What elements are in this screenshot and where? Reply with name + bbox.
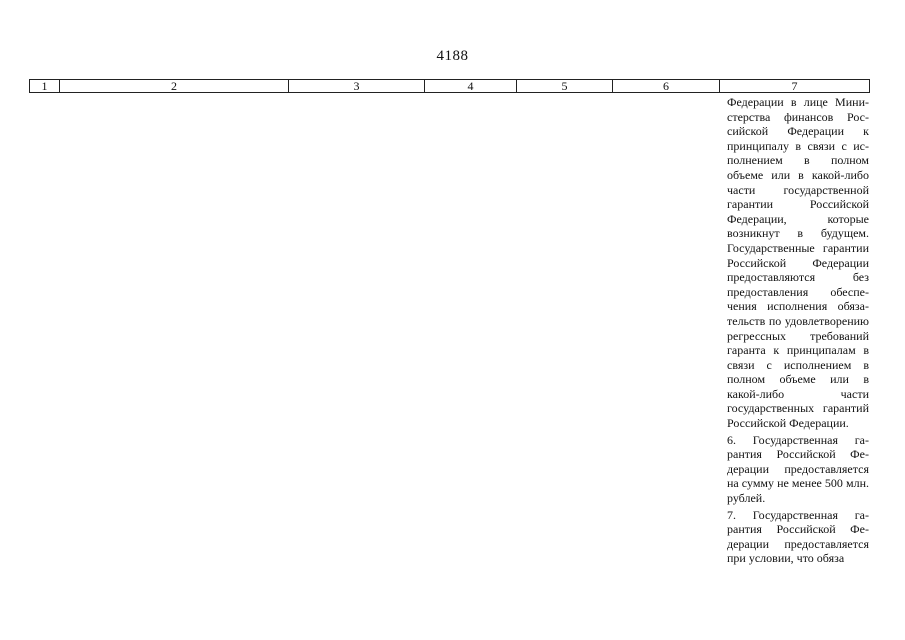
column-header-6: 6 bbox=[613, 80, 720, 92]
page-number: 4188 bbox=[436, 48, 469, 64]
column-header-3: 3 bbox=[289, 80, 425, 92]
column-header-2: 2 bbox=[60, 80, 289, 92]
paragraph-item-6: 6. Государственная гарантия Российской Федерации предоставляется на сумму не менее 500 млн. рублей. bbox=[727, 432, 869, 506]
column-7-text bbox=[727, 95, 869, 566]
table-header-row bbox=[29, 79, 870, 93]
paragraph-item-7: 7. Государственная гарантия Российской Федерации предоставляется при условии, что обяза bbox=[727, 507, 869, 566]
column-header-5: 5 bbox=[517, 80, 613, 92]
column-header-4: 4 bbox=[425, 80, 517, 92]
column-header-1: 1 bbox=[30, 80, 60, 92]
column-header-7: 7 bbox=[791, 79, 798, 93]
paragraph-continuation: Федерации в лице Министерства финансов Российской Федерации к принципалу в связи с исполнением в полном объеме или в какой-либо части государственной гарантии Российской Федерации, которые возникнут в будущем. Государственные гарантии Российской Федерации предоставляются без предоставления обеспечения исполнения обязательств по удовлетворению регрессных требований гаранта к принципалам в связи с исполнением в полном объеме или в какой-либо части государственных гарантий Российской Федерации. bbox=[727, 95, 869, 431]
